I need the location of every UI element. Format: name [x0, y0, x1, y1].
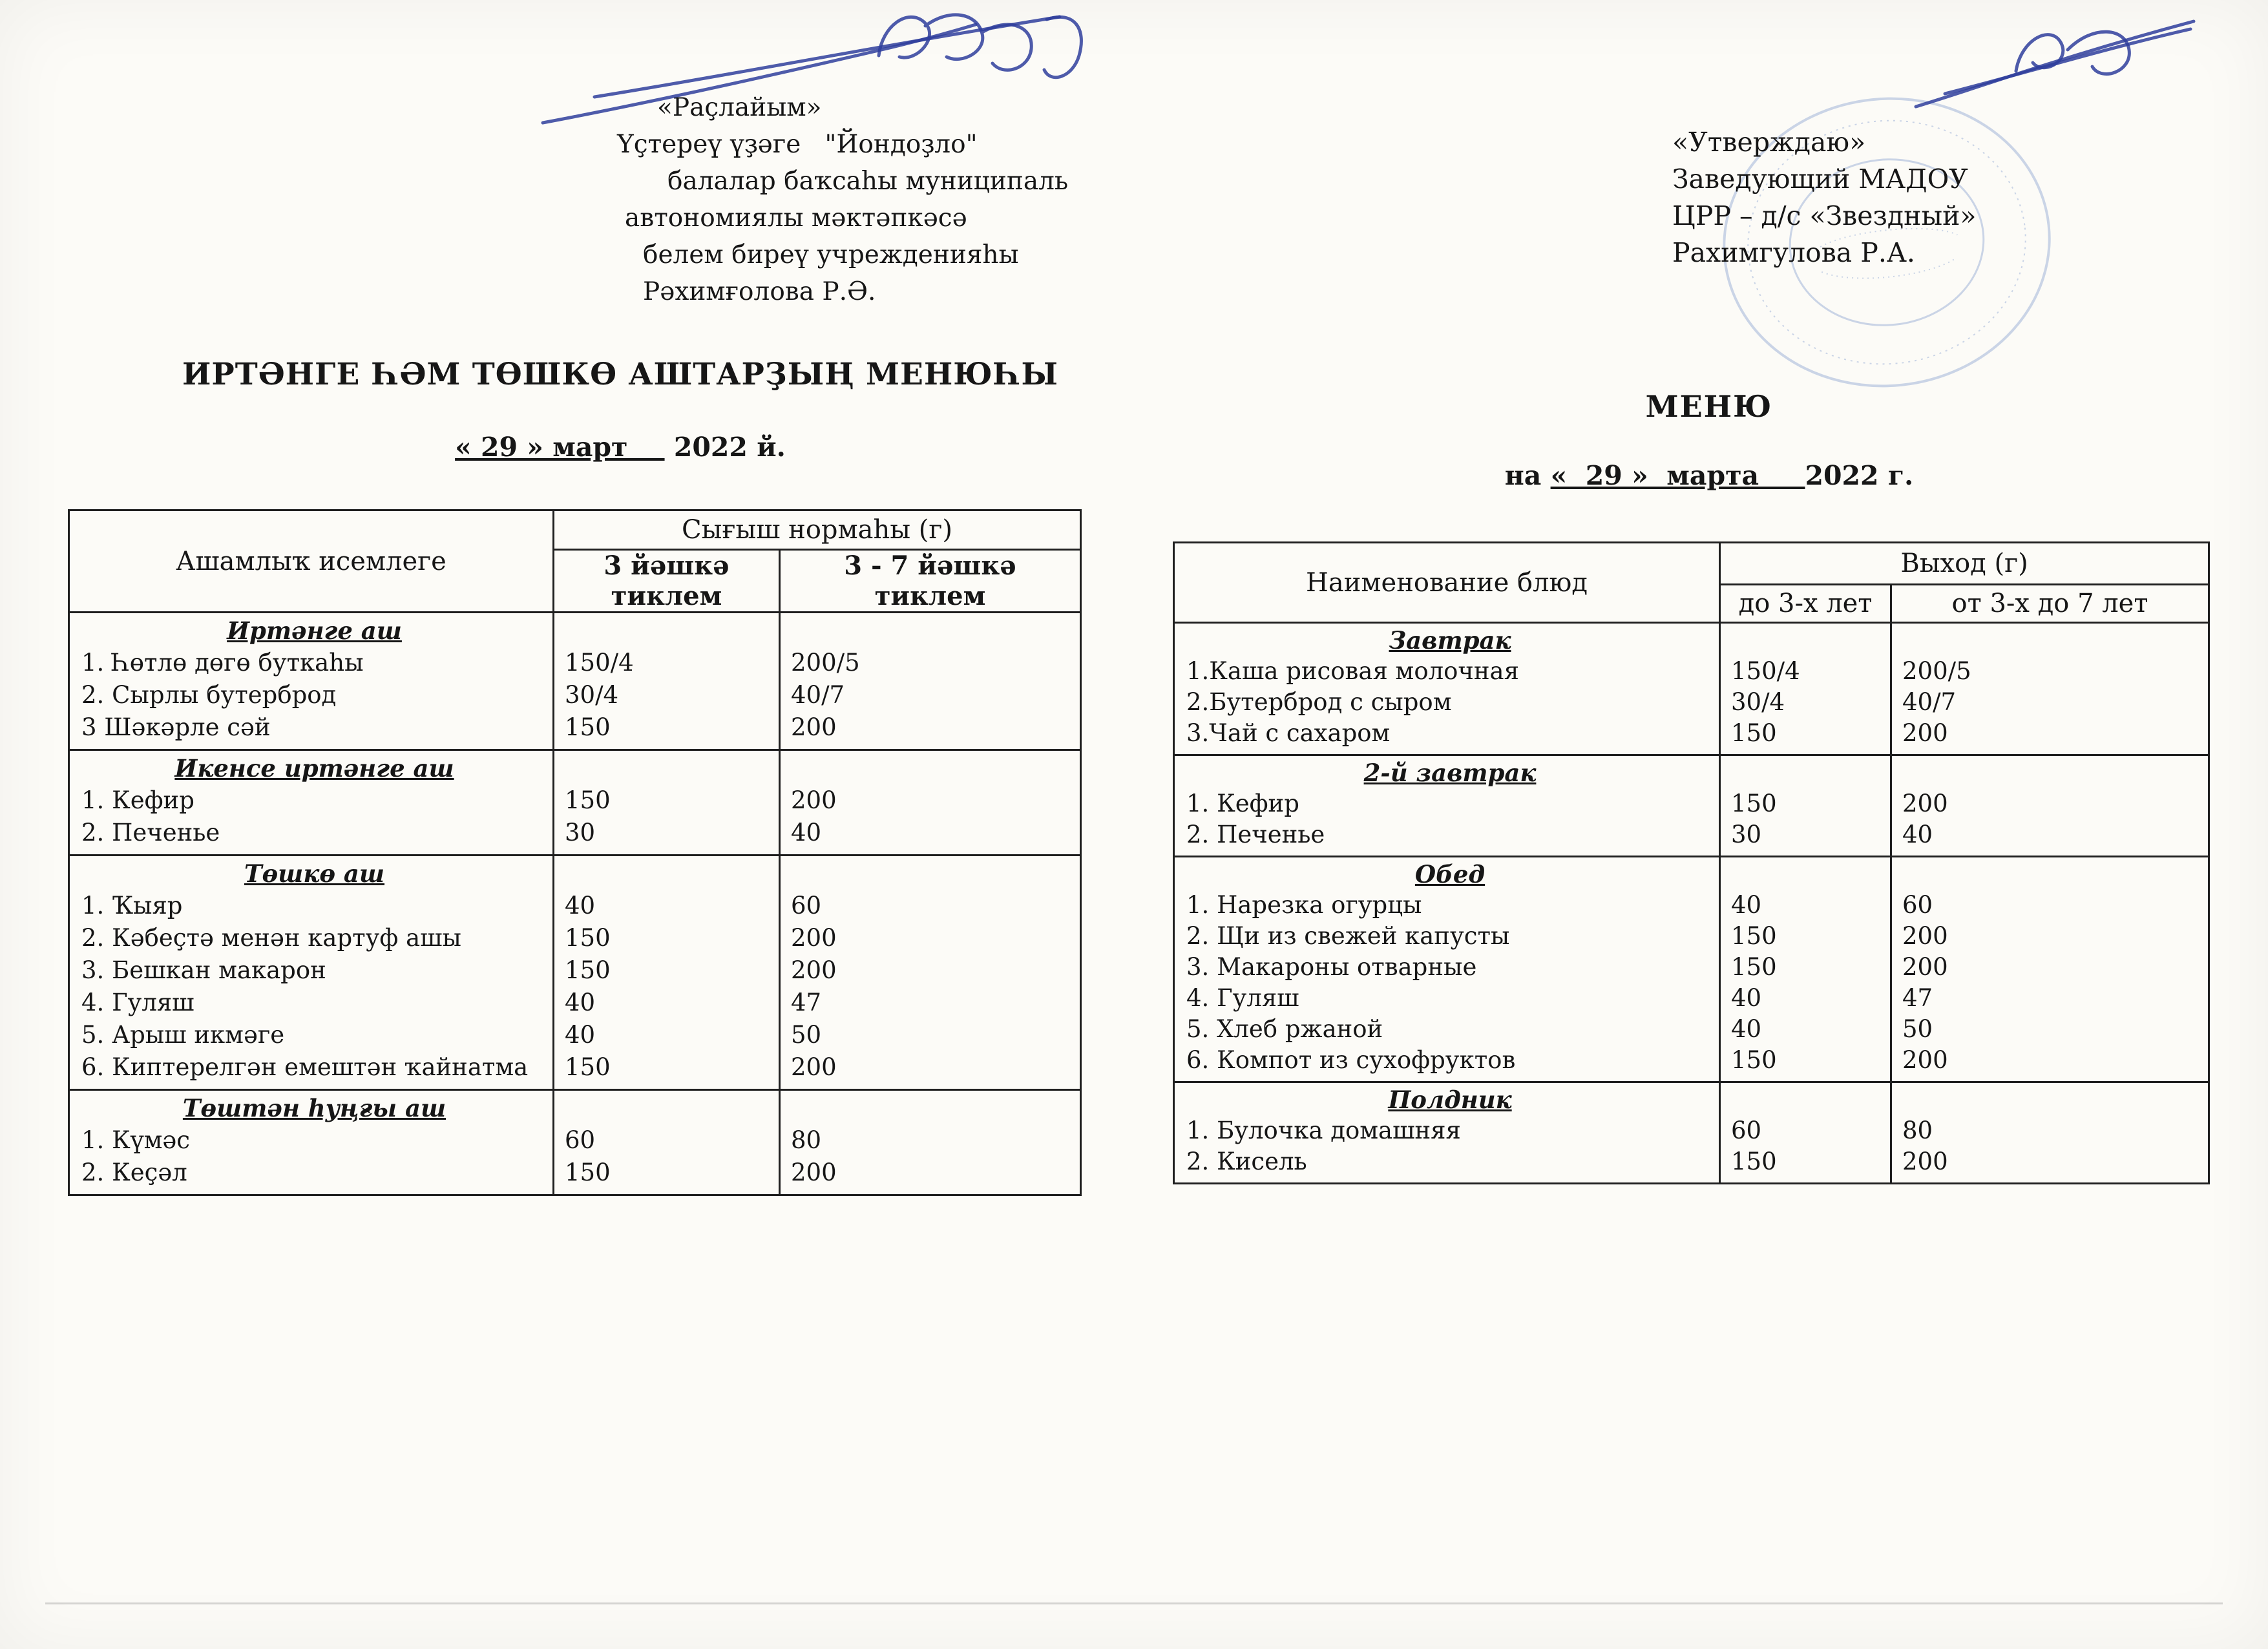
- portion-cell: [1720, 1082, 1891, 1184]
- dish-name: 1. Нарезка огурцы: [1186, 891, 1422, 919]
- column-header-under-3: до 3-х лет: [1720, 585, 1891, 623]
- portion-value: 30/4: [1731, 688, 1785, 716]
- dish-name: 2. Кеҫәл: [81, 1159, 187, 1186]
- dish-name: 2. Щи из свежей капусты: [1186, 922, 1510, 950]
- table-body: [69, 613, 1081, 1195]
- menu-date-russian: [1189, 460, 2229, 491]
- handwritten-signature-right: [1906, 10, 2203, 120]
- dishes-cell: [1174, 857, 1720, 1082]
- portion-cell: [1720, 755, 1891, 857]
- portion-value: 200/5: [791, 649, 860, 677]
- portion-value: 200: [1902, 790, 1948, 817]
- portion-value: 150: [565, 956, 611, 984]
- portion-value: 200: [1902, 719, 1948, 747]
- spacer: [565, 752, 773, 784]
- date-year: 2022 г.: [1805, 460, 1914, 491]
- portion-value: 150: [565, 924, 611, 952]
- portion-value: 40: [791, 819, 822, 846]
- menu-date-bashkir: [103, 432, 1137, 463]
- approval-line: Үҫтереү үҙәге "Йондоҙло": [617, 130, 978, 159]
- portion-cell: [780, 856, 1081, 1090]
- dishes-cell: [69, 1090, 554, 1195]
- portion-value: 60: [1902, 891, 1933, 919]
- dishes-cell: [1174, 755, 1720, 857]
- dish-name: 1. Күмәс: [81, 1126, 190, 1154]
- portion-value: 150: [1731, 1046, 1777, 1074]
- portion-value: 40: [565, 892, 596, 919]
- portion-cell: [554, 613, 780, 750]
- dish-name: 2.Бутерброд с сыром: [1186, 688, 1452, 716]
- menu-course-row: [1174, 857, 2209, 1082]
- dishes-cell: [69, 750, 554, 856]
- spacer: [1731, 757, 1885, 788]
- dish-name: 2. Печенье: [81, 819, 220, 846]
- menu-title-russian: МЕНЮ: [1645, 389, 1773, 424]
- dish-name: 1. Ҡыяр: [81, 892, 183, 919]
- course-title: Обед: [1414, 860, 1486, 888]
- portion-value: 30: [565, 819, 596, 846]
- portion-value: 150: [1731, 922, 1777, 950]
- portion-value: 200/5: [1902, 657, 1971, 685]
- column-header-output: Сығыш нормаһы (г): [554, 510, 1081, 550]
- spacer: [565, 614, 773, 647]
- spacer: [1731, 859, 1885, 890]
- dish-name: 3.Чай с сахаром: [1186, 719, 1391, 747]
- dish-name: 3. Макароны отварные: [1186, 953, 1477, 981]
- dish-name: 2. Сырлы бутерброд: [81, 681, 337, 709]
- dish-name: 6. Компот из сухофруктов: [1186, 1046, 1516, 1074]
- dish-name: 4. Гуляш: [1186, 984, 1299, 1012]
- portion-value: 200: [791, 956, 837, 984]
- dish-name: 1. Булочка домашняя: [1186, 1117, 1461, 1144]
- column-header-dishes: Наименование блюд: [1174, 543, 1720, 623]
- portion-value: 40/7: [791, 681, 845, 709]
- dish-name: 3 Шәкәрле сәй: [81, 713, 271, 741]
- course-title: Иртәнге аш: [227, 616, 402, 645]
- approval-line: Заведующий МАДОУ: [1672, 163, 1968, 194]
- menu-course-row: [69, 1090, 1081, 1195]
- spacer: [565, 857, 773, 890]
- course-title: 2-й завтрак: [1363, 759, 1537, 787]
- portion-value: 47: [1902, 984, 1933, 1012]
- date-prefix: на: [1504, 460, 1551, 491]
- dish-name: 3. Бешкан макарон: [81, 956, 326, 984]
- portion-value: 40: [565, 1021, 596, 1049]
- portion-value: 40/7: [1902, 688, 1957, 716]
- approval-block-russian: [1672, 124, 1977, 271]
- column-header-3-to-7: 3 - 7 йәшкә тиклем: [780, 550, 1081, 613]
- portion-value: 50: [1902, 1015, 1933, 1043]
- column-header-under-3: 3 йәшкә тиклем: [554, 550, 780, 613]
- dish-name: 1.Каша рисовая молочная: [1186, 657, 1519, 685]
- menu-course-row: [1174, 1082, 2209, 1184]
- portion-value: 40: [565, 989, 596, 1016]
- spacer: [1902, 1084, 2203, 1115]
- portion-value: 40: [1731, 984, 1762, 1012]
- approval-line: Рахимгулова Р.А.: [1672, 237, 1915, 268]
- menu-course-row: [69, 856, 1081, 1090]
- spacer: [791, 614, 1075, 647]
- menu-course-row: [69, 613, 1081, 750]
- portion-value: 200: [791, 713, 837, 741]
- portion-value: 40: [1731, 1015, 1762, 1043]
- portion-value: 60: [1731, 1117, 1762, 1144]
- portion-value: 50: [791, 1021, 822, 1049]
- portion-cell: [780, 750, 1081, 856]
- portion-cell: [1891, 857, 2209, 1082]
- course-title: Полдник: [1388, 1086, 1512, 1114]
- menu-course-row: [1174, 623, 2209, 755]
- portion-value: 80: [791, 1126, 822, 1154]
- spacer: [1902, 859, 2203, 890]
- column-header-3-to-7: от 3-х до 7 лет: [1891, 585, 2209, 623]
- dish-name: 6. Киптерелгән емештән ҡайнатма: [81, 1053, 529, 1081]
- dish-name: 1. Һөтлө дөгө буткаһы: [81, 649, 364, 677]
- portion-value: 150/4: [1731, 657, 1800, 685]
- column-header-output: Выход (г): [1720, 543, 2209, 585]
- date-year: 2022 й.: [664, 432, 786, 463]
- portion-cell: [780, 1090, 1081, 1195]
- portion-value: 150: [565, 1159, 611, 1186]
- portion-cell: [554, 1090, 780, 1195]
- dish-name: 1. Кефир: [81, 786, 194, 814]
- menu-course-row: [1174, 755, 2209, 857]
- spacer: [1902, 757, 2203, 788]
- menu-course-row: [69, 750, 1081, 856]
- portion-value: 200: [791, 1159, 837, 1186]
- portion-cell: [1891, 755, 2209, 857]
- portion-value: 40: [1731, 891, 1762, 919]
- portion-value: 200: [1902, 1046, 1948, 1074]
- dishes-cell: [1174, 1082, 1720, 1184]
- spacer: [1731, 625, 1885, 656]
- portion-value: 40: [1902, 821, 1933, 848]
- dish-name: 2. Кәбеҫтә менән картуф ашы: [81, 924, 462, 952]
- portion-value: 80: [1902, 1117, 1933, 1144]
- spacer: [1731, 1084, 1885, 1115]
- table-body: [1174, 623, 2209, 1184]
- spacer: [791, 752, 1075, 784]
- portion-cell: [554, 856, 780, 1090]
- spacer: [565, 1092, 773, 1124]
- course-title: Икенсе иртәнге аш: [174, 754, 454, 782]
- scan-artifact-line: [45, 1602, 2223, 1604]
- portion-value: 200: [791, 924, 837, 952]
- course-title: Төшкө аш: [244, 859, 385, 888]
- portion-value: 150: [565, 786, 611, 814]
- portion-value: 30/4: [565, 681, 619, 709]
- course-title: Төштән һуңғы аш: [182, 1094, 446, 1122]
- portion-value: 150: [565, 1053, 611, 1081]
- approval-line: «Утверждаю»: [1672, 127, 1866, 158]
- spacer: [791, 1092, 1075, 1124]
- dishes-cell: [69, 856, 554, 1090]
- portion-cell: [1720, 857, 1891, 1082]
- handwritten-signature-left: [530, 0, 1111, 149]
- menu-table-russian: [1173, 541, 2210, 1184]
- column-header-dishes: Ашамлыҡ исемлеге: [69, 510, 554, 613]
- dishes-cell: [69, 613, 554, 750]
- portion-cell: [1891, 1082, 2209, 1184]
- approval-line: ЦРР – д/с «Звездный»: [1672, 200, 1977, 231]
- dish-name: 4. Гуляш: [81, 989, 194, 1016]
- portion-cell: [780, 613, 1081, 750]
- spacer: [791, 857, 1075, 890]
- portion-value: 150: [1731, 953, 1777, 981]
- portion-cell: [1720, 623, 1891, 755]
- approval-line: автономиялы мәктәпкәсә: [625, 204, 967, 233]
- portion-value: 150: [1731, 719, 1777, 747]
- approval-line: белем биреү учрежденияһы: [643, 240, 1019, 269]
- course-title: Завтрак: [1389, 626, 1511, 655]
- approval-line: «Раҫлайым»: [657, 93, 822, 122]
- portion-value: 30: [1731, 821, 1762, 848]
- portion-value: 60: [565, 1126, 596, 1154]
- portion-value: 150: [565, 713, 611, 741]
- portion-value: 200: [791, 786, 837, 814]
- portion-value: 150: [1731, 1148, 1777, 1175]
- portion-cell: [554, 750, 780, 856]
- spacer: [1902, 625, 2203, 656]
- approval-line: балалар баҡсаһы муниципаль: [667, 167, 1069, 196]
- date-underlined: « 29 » март: [455, 432, 665, 463]
- dish-name: 5. Хлеб ржаной: [1186, 1015, 1383, 1043]
- menu-title-bashkir: ИРТӘНГЕ ҺӘМ ТӨШКӨ АШТАРҘЫҢ МЕНЮҺЫ: [182, 357, 1059, 392]
- dishes-cell: [1174, 623, 1720, 755]
- portion-value: 150/4: [565, 649, 634, 677]
- portion-value: 200: [791, 1053, 837, 1081]
- date-underlined: « 29 » марта: [1550, 460, 1805, 491]
- portion-value: 200: [1902, 953, 1948, 981]
- dish-name: 5. Арыш икмәге: [81, 1021, 285, 1049]
- portion-value: 60: [791, 892, 822, 919]
- portion-value: 200: [1902, 922, 1948, 950]
- dish-name: 2. Печенье: [1186, 821, 1325, 848]
- portion-value: 47: [791, 989, 822, 1016]
- table-header-row: [69, 510, 1081, 550]
- portion-value: 150: [1731, 790, 1777, 817]
- menu-table-bashkir: [68, 509, 1082, 1196]
- dish-name: 2. Кисель: [1186, 1148, 1307, 1175]
- approval-line: Рәхимғолова Р.Ә.: [643, 277, 876, 306]
- dish-name: 1. Кефир: [1186, 790, 1299, 817]
- portion-value: 200: [1902, 1148, 1948, 1175]
- portion-cell: [1891, 623, 2209, 755]
- table-header-row: [1174, 543, 2209, 585]
